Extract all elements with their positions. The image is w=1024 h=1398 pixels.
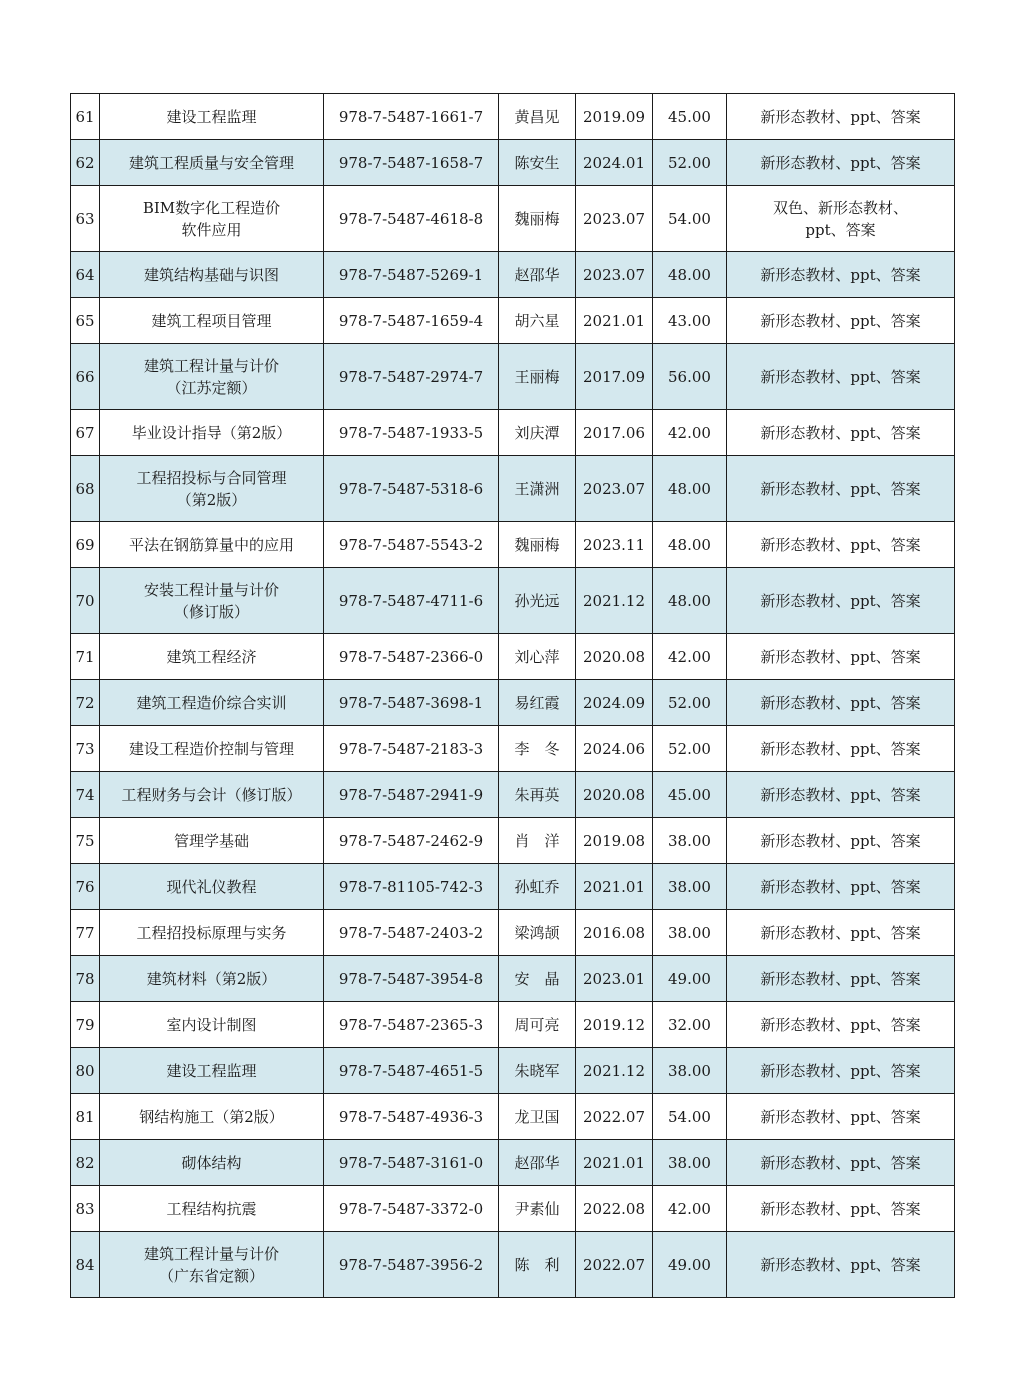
resource-notes-line: 新形态教材、ppt、答案 xyxy=(760,535,921,554)
table-row xyxy=(71,410,955,456)
book-title-line: 工程结构抗震 xyxy=(166,1199,257,1218)
table-row xyxy=(71,298,955,344)
book-title-cell xyxy=(100,910,324,956)
resource-notes-cell xyxy=(727,568,955,634)
publish-date-cell: 2020.08 xyxy=(576,634,653,680)
table-row xyxy=(71,522,955,568)
resource-notes-line: 新形态教材、ppt、答案 xyxy=(760,739,921,758)
publish-date-cell: 2024.09 xyxy=(576,680,653,726)
isbn-cell: 978-7-5487-1933-5 xyxy=(324,410,499,456)
resource-notes-line: 新形态教材、ppt、答案 xyxy=(760,591,921,610)
table-row xyxy=(71,252,955,298)
book-title-line: （广东省定额） xyxy=(158,1266,264,1285)
table-row xyxy=(71,772,955,818)
resource-notes-line: 新形态教材、ppt、答案 xyxy=(760,877,921,896)
price-cell: 38.00 xyxy=(653,818,727,864)
publish-date-cell: 2022.07 xyxy=(576,1232,653,1298)
book-title-cell xyxy=(100,1186,324,1232)
isbn-cell: 978-7-5487-3698-1 xyxy=(324,680,499,726)
resource-notes-line: 新形态教材、ppt、答案 xyxy=(760,923,921,942)
publish-date-cell: 2023.01 xyxy=(576,956,653,1002)
book-title-line: BIM数字化工程造价 xyxy=(142,198,281,217)
resource-notes-line: 新形态教材、ppt、答案 xyxy=(760,647,921,666)
row-number-cell: 62 xyxy=(71,140,100,186)
book-title-line: 建筑工程计量与计价 xyxy=(143,1244,279,1263)
book-title-line: 建筑工程造价综合实训 xyxy=(136,693,287,712)
publish-date-cell: 2022.08 xyxy=(576,1186,653,1232)
book-title-cell xyxy=(100,1232,324,1298)
isbn-cell: 978-7-81105-742-3 xyxy=(324,864,499,910)
resource-notes-line: 新形态教材、ppt、答案 xyxy=(760,1107,921,1126)
table-row xyxy=(71,1186,955,1232)
publish-date-cell: 2017.06 xyxy=(576,410,653,456)
resource-notes-cell xyxy=(727,94,955,140)
row-number-cell: 71 xyxy=(71,634,100,680)
book-title-line: 管理学基础 xyxy=(173,831,249,850)
book-title-line: 毕业设计指导（第2版） xyxy=(131,423,292,442)
resource-notes-cell xyxy=(727,864,955,910)
row-number-cell: 64 xyxy=(71,252,100,298)
resource-notes-cell xyxy=(727,1186,955,1232)
publish-date-cell: 2017.09 xyxy=(576,344,653,410)
resource-notes-line: 新形态教材、ppt、答案 xyxy=(760,969,921,988)
isbn-cell: 978-7-5487-3954-8 xyxy=(324,956,499,1002)
book-title-line: 工程招投标原理与实务 xyxy=(136,923,287,942)
resource-notes-line: 双色、新形态教材、 xyxy=(772,198,908,217)
book-title-cell xyxy=(100,298,324,344)
resource-notes-line: ppt、答案 xyxy=(805,220,876,239)
resource-notes-cell xyxy=(727,344,955,410)
row-number-cell: 80 xyxy=(71,1048,100,1094)
book-title-line: 建筑工程计量与计价 xyxy=(143,356,279,375)
table-row xyxy=(71,910,955,956)
row-number-cell: 65 xyxy=(71,298,100,344)
price-cell: 42.00 xyxy=(653,1186,727,1232)
table-row xyxy=(71,344,955,410)
author-cell: 魏丽梅 xyxy=(499,522,576,568)
book-title-cell xyxy=(100,94,324,140)
resource-notes-cell xyxy=(727,772,955,818)
row-number-cell: 84 xyxy=(71,1232,100,1298)
isbn-cell: 978-7-5487-4711-6 xyxy=(324,568,499,634)
table-row xyxy=(71,680,955,726)
isbn-cell: 978-7-5487-2365-3 xyxy=(324,1002,499,1048)
table-row xyxy=(71,956,955,1002)
resource-notes-cell xyxy=(727,1140,955,1186)
price-cell: 32.00 xyxy=(653,1002,727,1048)
author-cell: 赵邵华 xyxy=(499,1140,576,1186)
book-title-cell xyxy=(100,1094,324,1140)
table-row xyxy=(71,456,955,522)
book-catalog-table xyxy=(70,93,955,1298)
publish-date-cell: 2021.01 xyxy=(576,864,653,910)
book-title-line: 建筑工程经济 xyxy=(166,647,257,666)
author-cell: 陈安生 xyxy=(499,140,576,186)
author-cell: 黄昌见 xyxy=(499,94,576,140)
book-title-line: 室内设计制图 xyxy=(166,1015,257,1034)
resource-notes-cell xyxy=(727,1048,955,1094)
price-cell: 38.00 xyxy=(653,1140,727,1186)
isbn-cell: 978-7-5487-2462-9 xyxy=(324,818,499,864)
resource-notes-cell xyxy=(727,1232,955,1298)
book-title-cell xyxy=(100,956,324,1002)
table-row xyxy=(71,818,955,864)
row-number-cell: 76 xyxy=(71,864,100,910)
author-cell: 魏丽梅 xyxy=(499,186,576,252)
publish-date-cell: 2019.09 xyxy=(576,94,653,140)
table-row xyxy=(71,634,955,680)
author-cell: 陈 利 xyxy=(499,1232,576,1298)
row-number-cell: 75 xyxy=(71,818,100,864)
resource-notes-cell xyxy=(727,456,955,522)
row-number-cell: 81 xyxy=(71,1094,100,1140)
book-title-cell xyxy=(100,1140,324,1186)
publish-date-cell: 2021.01 xyxy=(576,1140,653,1186)
author-cell: 龙卫国 xyxy=(499,1094,576,1140)
table-row xyxy=(71,1140,955,1186)
publish-date-cell: 2022.07 xyxy=(576,1094,653,1140)
book-title-cell xyxy=(100,568,324,634)
resource-notes-cell xyxy=(727,1094,955,1140)
table-row xyxy=(71,94,955,140)
resource-notes-line: 新形态教材、ppt、答案 xyxy=(760,785,921,804)
row-number-cell: 77 xyxy=(71,910,100,956)
book-title-cell xyxy=(100,186,324,252)
book-title-cell xyxy=(100,410,324,456)
price-cell: 54.00 xyxy=(653,1094,727,1140)
book-title-line: 现代礼仪教程 xyxy=(166,877,257,896)
resource-notes-line: 新形态教材、ppt、答案 xyxy=(760,1199,921,1218)
book-title-line: 建筑工程项目管理 xyxy=(151,311,272,330)
publish-date-cell: 2020.08 xyxy=(576,772,653,818)
isbn-cell: 978-7-5487-2403-2 xyxy=(324,910,499,956)
resource-notes-line: 新形态教材、ppt、答案 xyxy=(760,153,921,172)
price-cell: 56.00 xyxy=(653,344,727,410)
price-cell: 48.00 xyxy=(653,522,727,568)
price-cell: 52.00 xyxy=(653,140,727,186)
author-cell: 梁鸿颉 xyxy=(499,910,576,956)
table-row xyxy=(71,568,955,634)
book-title-cell xyxy=(100,344,324,410)
author-cell: 孙光远 xyxy=(499,568,576,634)
table-row xyxy=(71,1048,955,1094)
book-title-cell xyxy=(100,634,324,680)
table-row xyxy=(71,140,955,186)
publish-date-cell: 2016.08 xyxy=(576,910,653,956)
book-title-line: 工程财务与会计（修订版） xyxy=(121,785,302,804)
book-title-line: 平法在钢筋算量中的应用 xyxy=(128,535,294,554)
author-cell: 朱晓军 xyxy=(499,1048,576,1094)
resource-notes-line: 新形态教材、ppt、答案 xyxy=(760,831,921,850)
resource-notes-line: 新形态教材、ppt、答案 xyxy=(760,423,921,442)
isbn-cell: 978-7-5487-2941-9 xyxy=(324,772,499,818)
isbn-cell: 978-7-5487-2183-3 xyxy=(324,726,499,772)
price-cell: 54.00 xyxy=(653,186,727,252)
publish-date-cell: 2019.12 xyxy=(576,1002,653,1048)
book-title-cell xyxy=(100,864,324,910)
author-cell: 赵邵华 xyxy=(499,252,576,298)
price-cell: 45.00 xyxy=(653,94,727,140)
book-title-cell xyxy=(100,818,324,864)
price-cell: 48.00 xyxy=(653,252,727,298)
resource-notes-cell xyxy=(727,726,955,772)
book-title-cell xyxy=(100,1002,324,1048)
row-number-cell: 61 xyxy=(71,94,100,140)
price-cell: 42.00 xyxy=(653,634,727,680)
book-title-line: 建设工程监理 xyxy=(166,1061,257,1080)
book-title-cell xyxy=(100,456,324,522)
table-row xyxy=(71,1232,955,1298)
price-cell: 38.00 xyxy=(653,910,727,956)
author-cell: 尹素仙 xyxy=(499,1186,576,1232)
price-cell: 42.00 xyxy=(653,410,727,456)
isbn-cell: 978-7-5487-5543-2 xyxy=(324,522,499,568)
price-cell: 52.00 xyxy=(653,680,727,726)
row-number-cell: 70 xyxy=(71,568,100,634)
row-number-cell: 79 xyxy=(71,1002,100,1048)
author-cell: 李 冬 xyxy=(499,726,576,772)
isbn-cell: 978-7-5487-2366-0 xyxy=(324,634,499,680)
row-number-cell: 74 xyxy=(71,772,100,818)
publish-date-cell: 2023.07 xyxy=(576,252,653,298)
row-number-cell: 63 xyxy=(71,186,100,252)
row-number-cell: 78 xyxy=(71,956,100,1002)
author-cell: 孙虹乔 xyxy=(499,864,576,910)
author-cell: 刘心萍 xyxy=(499,634,576,680)
table-row xyxy=(71,186,955,252)
book-title-line: 钢结构施工（第2版） xyxy=(139,1107,284,1126)
author-cell: 安 晶 xyxy=(499,956,576,1002)
book-title-line: 安装工程计量与计价 xyxy=(143,580,279,599)
resource-notes-line: 新形态教材、ppt、答案 xyxy=(760,693,921,712)
book-title-line: 砌体结构 xyxy=(181,1153,242,1172)
book-title-line: 建设工程监理 xyxy=(166,107,257,126)
isbn-cell: 978-7-5487-4936-3 xyxy=(324,1094,499,1140)
book-title-cell xyxy=(100,772,324,818)
book-title-line: 建筑工程质量与安全管理 xyxy=(128,153,294,172)
resource-notes-line: 新形态教材、ppt、答案 xyxy=(760,107,921,126)
isbn-cell: 978-7-5487-1658-7 xyxy=(324,140,499,186)
row-number-cell: 73 xyxy=(71,726,100,772)
author-cell: 周可亮 xyxy=(499,1002,576,1048)
price-cell: 49.00 xyxy=(653,956,727,1002)
row-number-cell: 83 xyxy=(71,1186,100,1232)
resource-notes-cell xyxy=(727,252,955,298)
author-cell: 肖 洋 xyxy=(499,818,576,864)
resource-notes-cell xyxy=(727,634,955,680)
publish-date-cell: 2023.07 xyxy=(576,186,653,252)
resource-notes-line: 新形态教材、ppt、答案 xyxy=(760,265,921,284)
row-number-cell: 72 xyxy=(71,680,100,726)
row-number-cell: 67 xyxy=(71,410,100,456)
isbn-cell: 978-7-5487-5269-1 xyxy=(324,252,499,298)
publish-date-cell: 2019.08 xyxy=(576,818,653,864)
publish-date-cell: 2021.12 xyxy=(576,568,653,634)
resource-notes-cell xyxy=(727,298,955,344)
publish-date-cell: 2023.11 xyxy=(576,522,653,568)
book-title-cell xyxy=(100,252,324,298)
isbn-cell: 978-7-5487-2974-7 xyxy=(324,344,499,410)
book-title-line: （修订版） xyxy=(173,602,249,621)
isbn-cell: 978-7-5487-5318-6 xyxy=(324,456,499,522)
price-cell: 48.00 xyxy=(653,456,727,522)
isbn-cell: 978-7-5487-3161-0 xyxy=(324,1140,499,1186)
table-row xyxy=(71,864,955,910)
price-cell: 48.00 xyxy=(653,568,727,634)
book-title-cell xyxy=(100,726,324,772)
resource-notes-cell xyxy=(727,1002,955,1048)
author-cell: 胡六星 xyxy=(499,298,576,344)
author-cell: 刘庆潭 xyxy=(499,410,576,456)
resource-notes-line: 新形态教材、ppt、答案 xyxy=(760,1255,921,1274)
author-cell: 王潇洲 xyxy=(499,456,576,522)
isbn-cell: 978-7-5487-3372-0 xyxy=(324,1186,499,1232)
price-cell: 52.00 xyxy=(653,726,727,772)
book-title-line: 建筑材料（第2版） xyxy=(146,969,277,988)
table-row xyxy=(71,1094,955,1140)
resource-notes-line: 新形态教材、ppt、答案 xyxy=(760,311,921,330)
isbn-cell: 978-7-5487-3956-2 xyxy=(324,1232,499,1298)
price-cell: 38.00 xyxy=(653,1048,727,1094)
resource-notes-cell xyxy=(727,186,955,252)
book-title-cell xyxy=(100,1048,324,1094)
table-row xyxy=(71,726,955,772)
book-title-line: 软件应用 xyxy=(181,220,242,239)
price-cell: 45.00 xyxy=(653,772,727,818)
resource-notes-line: 新形态教材、ppt、答案 xyxy=(760,1061,921,1080)
book-title-cell xyxy=(100,522,324,568)
resource-notes-cell xyxy=(727,522,955,568)
book-title-cell xyxy=(100,140,324,186)
isbn-cell: 978-7-5487-4618-8 xyxy=(324,186,499,252)
publish-date-cell: 2024.01 xyxy=(576,140,653,186)
book-title-cell xyxy=(100,680,324,726)
isbn-cell: 978-7-5487-1659-4 xyxy=(324,298,499,344)
book-title-line: 建筑结构基础与识图 xyxy=(143,265,279,284)
price-cell: 43.00 xyxy=(653,298,727,344)
price-cell: 38.00 xyxy=(653,864,727,910)
publish-date-cell: 2021.01 xyxy=(576,298,653,344)
isbn-cell: 978-7-5487-4651-5 xyxy=(324,1048,499,1094)
resource-notes-cell xyxy=(727,140,955,186)
publish-date-cell: 2023.07 xyxy=(576,456,653,522)
book-title-line: （江苏定额） xyxy=(166,378,257,397)
row-number-cell: 66 xyxy=(71,344,100,410)
isbn-cell: 978-7-5487-1661-7 xyxy=(324,94,499,140)
resource-notes-line: 新形态教材、ppt、答案 xyxy=(760,479,921,498)
catalog-body xyxy=(71,94,955,1298)
author-cell: 王丽梅 xyxy=(499,344,576,410)
publish-date-cell: 2021.12 xyxy=(576,1048,653,1094)
row-number-cell: 82 xyxy=(71,1140,100,1186)
author-cell: 朱再英 xyxy=(499,772,576,818)
book-title-line: （第2版） xyxy=(176,490,247,509)
table-row xyxy=(71,1002,955,1048)
row-number-cell: 69 xyxy=(71,522,100,568)
author-cell: 易红霞 xyxy=(499,680,576,726)
book-title-line: 工程招投标与合同管理 xyxy=(136,468,287,487)
publish-date-cell: 2024.06 xyxy=(576,726,653,772)
resource-notes-cell xyxy=(727,410,955,456)
resource-notes-cell xyxy=(727,910,955,956)
resource-notes-line: 新形态教材、ppt、答案 xyxy=(760,1153,921,1172)
resource-notes-cell xyxy=(727,956,955,1002)
resource-notes-cell xyxy=(727,680,955,726)
price-cell: 49.00 xyxy=(653,1232,727,1298)
resource-notes-cell xyxy=(727,818,955,864)
book-title-line: 建设工程造价控制与管理 xyxy=(128,739,294,758)
resource-notes-line: 新形态教材、ppt、答案 xyxy=(760,367,921,386)
row-number-cell: 68 xyxy=(71,456,100,522)
resource-notes-line: 新形态教材、ppt、答案 xyxy=(760,1015,921,1034)
